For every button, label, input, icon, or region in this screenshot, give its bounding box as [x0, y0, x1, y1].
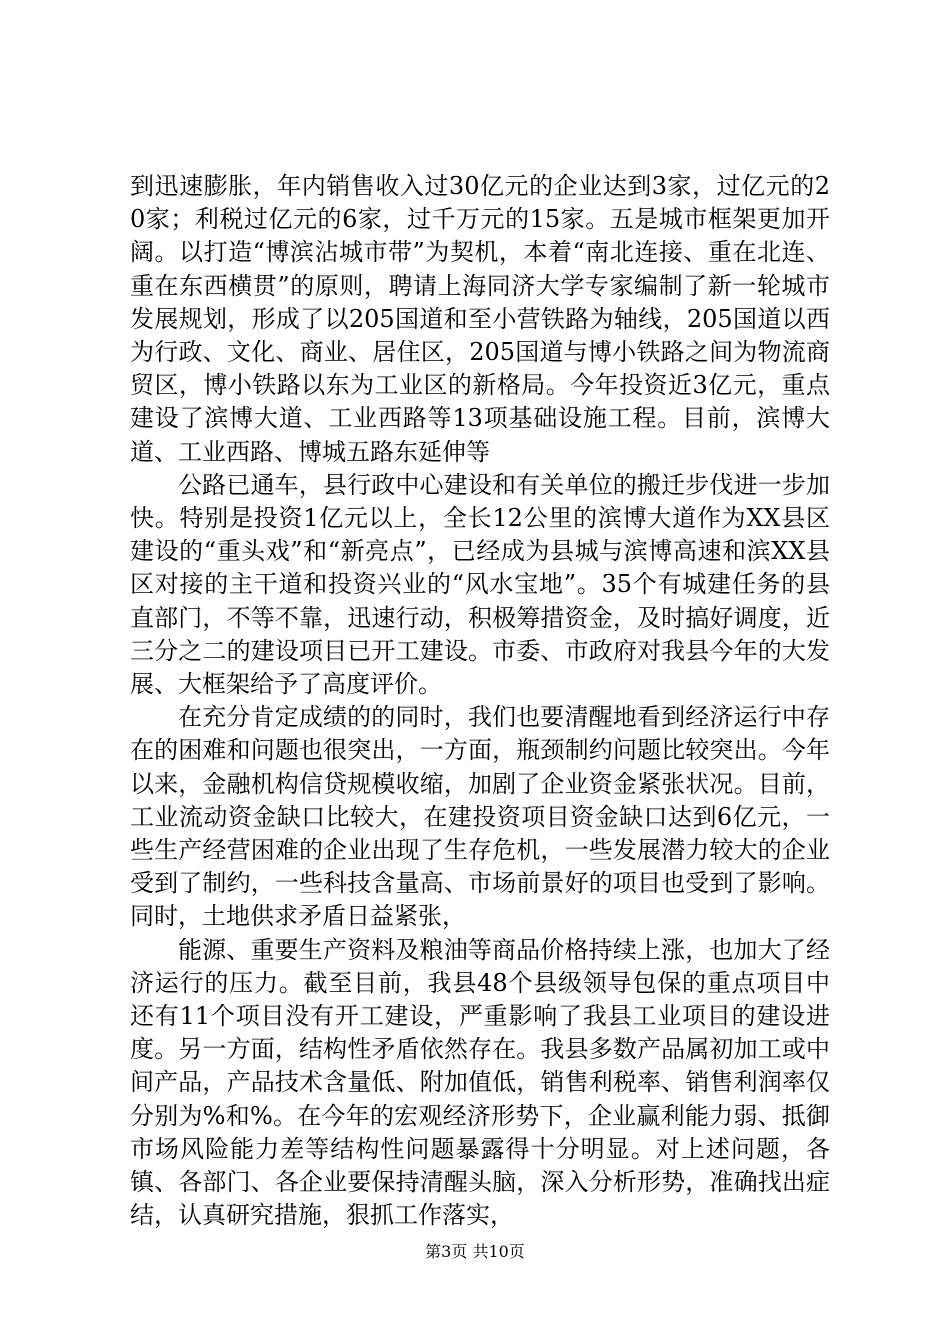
page-footer: 第3页 共10页 [425, 1242, 525, 1261]
paragraph-3: 在充分肯定成绩的的同时，我们也要清醒地看到经济运行中存在的困难和问题也很突出，一方面，瓶颈制约问题比较突出。今年以来，金融机构信贷规模收缩，加剧了企业资金紧张状况。目前，工业流动资金缺口比较大，在建投资项目资金缺口达到6亿元，一些生产经营困难的企业出现了生存危机，一些发展潜力较大的企业受到了制约，一些科技含量高、市场前景好的项目也受到了影响。同时，土地供求矛盾日益紧张， [130, 703, 830, 931]
paragraph-2: 公路已通车，县行政中心建设和有关单位的搬迁步伐进一步加快。特别是投资1亿元以上，全长12公里的滨博大道作为XX县区建设的“重头戏”和“新亮点”，已经成为县城与滨博高速和滨XX县区对接的主干道和投资兴业的“风水宝地”。35个有城建任务的县直部门，不等不靠，迅速行动，积极筹措资金，及时搞好调度，近三分之二的建设项目已开工建设。市委、市政府对我县今年的大发展、大框架给予了高度评价。 [130, 470, 830, 699]
document-body [130, 170, 830, 1233]
paragraph-1: 到迅速膨胀，年内销售收入过30亿元的企业达到3家，过亿元的20家；利税过亿元的6家，过千万元的15家。五是城市框架更加开阔。以打造“博滨沾城市带”为契机，本着“南北连接、重在北连、重在东西横贯”的原则，聘请上海同济大学专家编制了新一轮城市发展规划，形成了以205国道和至小营铁路为轴线，205国道以西为行政、文化、商业、居住区，205国道与博小铁路之间为物流商贸区，博小铁路以东为工业区的新格局。今年投资近3亿元，重点建设了滨博大道、工业西路等13项基础设施工程。目前，滨博大道、工业西路、博城五路东延伸等 [130, 172, 830, 466]
paragraph-4: 能源、重要生产资料及粮油等商品价格持续上涨，也加大了经济运行的压力。截至目前，我县48个县级领导包保的重点项目中还有11个项目没有开工建设，严重影响了我县工业项目的建设进度。另一方面，结构性矛盾依然存在。我县多数产品属初加工或中间产品，产品技术含量低、附加值低，销售利税率、销售利润率仅分别为%和%。在今年的宏观经济形势下，企业赢利能力弱、抵御市场风险能力差等结构性问题暴露得十分明显。对上述问题，各镇、各部门、各企业要保持清醒头脑，深入分析形势，准确找出症结，认真研究措施，狠抓工作落实， [130, 935, 830, 1230]
